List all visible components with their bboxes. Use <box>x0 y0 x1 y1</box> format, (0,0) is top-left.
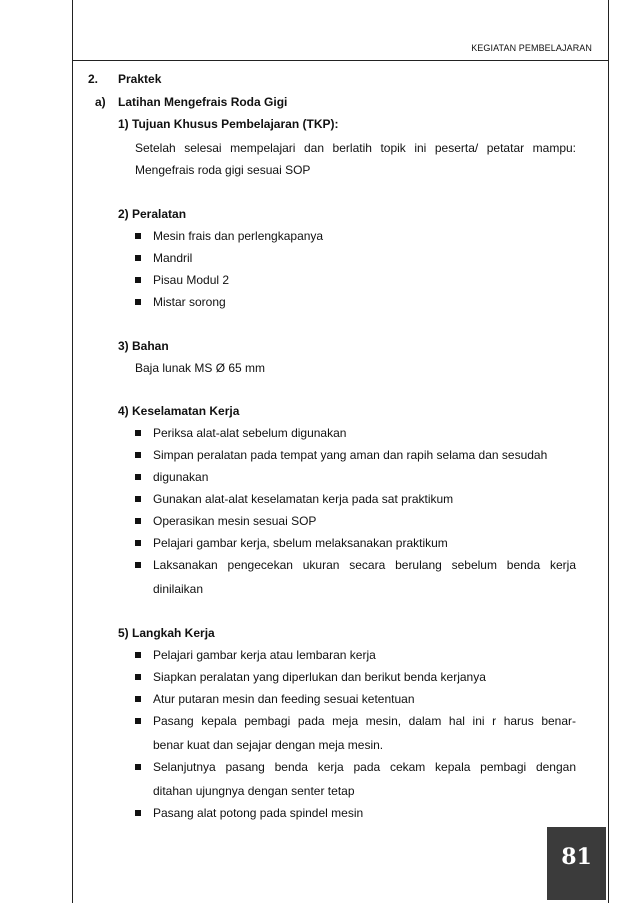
bullet-icon <box>135 652 141 658</box>
bullet-icon <box>135 810 141 816</box>
tkp-text-line-2: Mengefrais roda gigi sesuai SOP <box>135 163 311 177</box>
langkah-heading: 5) Langkah Kerja <box>118 626 215 640</box>
bullet-icon <box>135 277 141 283</box>
bullet-icon <box>135 233 141 239</box>
bullet-icon <box>135 518 141 524</box>
keselamatan-heading: 4) Keselamatan Kerja <box>118 404 240 418</box>
bullet-icon <box>135 764 141 770</box>
bullet-icon <box>135 696 141 702</box>
page-number: 81 <box>547 827 606 900</box>
peralatan-heading: 2) Peralatan <box>118 207 187 221</box>
list-item-continuation: ditahan ujungnya dengan senter tetap <box>153 784 355 798</box>
bullet-icon <box>135 474 141 480</box>
tkp-heading: 1) Tujuan Khusus Pembelajaran (TKP): <box>118 117 339 131</box>
running-header: KEGIATAN PEMBELAJARAN <box>471 43 592 53</box>
bullet-icon <box>135 674 141 680</box>
tkp-text-line-1: Setelah selesai mempelajari dan berlatih topik ini peserta/ petatar mampu: <box>135 141 576 155</box>
section-title: Praktek <box>118 72 162 86</box>
subsection-label: a) <box>95 95 106 109</box>
bullet-icon <box>135 496 141 502</box>
page-body: 2. Praktek a) Latihan Mengefrais Roda Gigi 1) Tujuan Khusus Pembelajaran (TKP): Setelah selesai mempelajari dan berlatih topik ini peserta/ petatar mampu: Mengefrais roda gigi sesuai SOP 2) Peralatan Mesin frais dan perlengkapanya Mandril Pisau Modul 2 Mistar sorong 3) Bahan Baja lunak MS Ø 65 mm 4) Keselamatan Kerja Periksa alat-alat sebelum digunakan Simpan peralatan pada tempat yang aman dan rapih selama dan sesudah digunakan Gunakan alat-alat keselamatan kerja pada sat praktikum Operasikan mesin sesuai SOP Pelajari gambar kerja, sbelum melaksanakan praktikum Laksanakan pengecekan ukuran secara berulang sebelum benda kerja dinilaikan 5) Langkah Kerja Pelajari gambar kerja atau lembaran kerja Siapkan peralatan yang diperlukan dan berikut benda kerjanya Atur putaran mesin dan feeding sesuai ketentuan Pasang kepala pembagi pada meja mesin, dalam hal ini r harus benar- benar kuat dan sejajar dengan meja mesin. Selanjutnya pasang benda kerja pada cekam kepala pembagi dengan ditahan ujungnya dengan senter tetap Pasang alat potong pada spindel mesin <box>88 72 576 820</box>
bullet-icon <box>135 430 141 436</box>
list-item-continuation: dinilaikan <box>153 582 204 596</box>
bullet-icon <box>135 562 141 568</box>
bahan-text: Baja lunak MS Ø 65 mm <box>135 361 266 375</box>
bullet-icon <box>135 299 141 305</box>
bullet-icon <box>135 718 141 724</box>
bullet-icon <box>135 540 141 546</box>
bullet-icon <box>135 452 141 458</box>
subsection-title: Latihan Mengefrais Roda Gigi <box>118 95 288 109</box>
bahan-heading: 3) Bahan <box>118 339 169 353</box>
list-item-continuation: benar kuat dan sejajar dengan meja mesin. <box>153 738 384 752</box>
bullet-icon <box>135 255 141 261</box>
section-number: 2. <box>88 72 99 86</box>
